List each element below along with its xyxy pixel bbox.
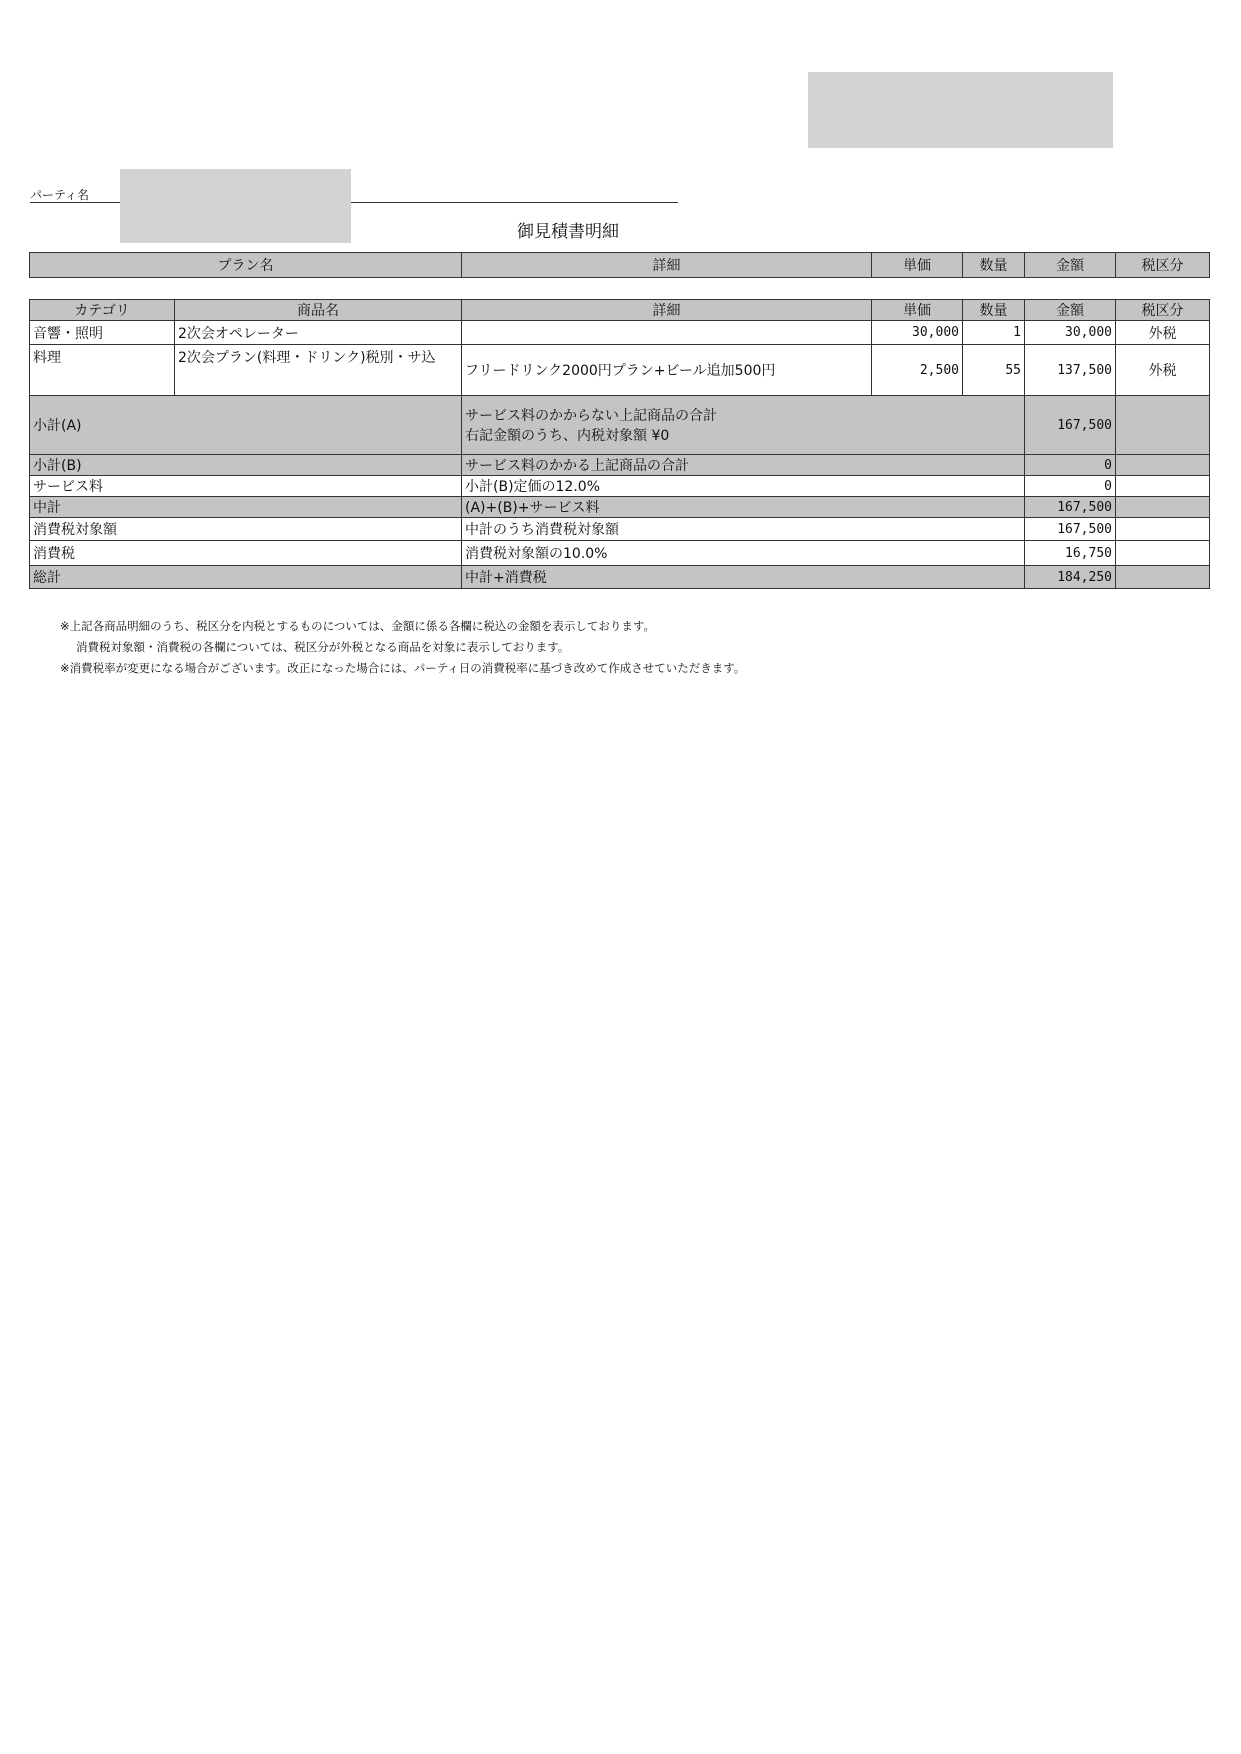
- item-header-quantity: 数量: [963, 300, 1025, 321]
- item-quantity: 1: [963, 321, 1025, 345]
- item-header-amount: 金額: [1025, 300, 1116, 321]
- item-unit-price: 2,500: [872, 345, 963, 396]
- summary-amount: 167,500: [1025, 518, 1116, 541]
- summary-label: 消費税: [30, 541, 462, 566]
- plan-header-unit-price: 単価: [872, 253, 963, 278]
- summary-detail: [462, 396, 1025, 455]
- summary-row-taxable-amount: [30, 518, 1210, 541]
- note-line: ※消費税率が変更になる場合がございます。改正になった場合には、パーティ日の消費税率に基づき改めて作成させていただきます。: [60, 661, 746, 675]
- summary-detail: 消費税対象額の10.0%: [462, 541, 1025, 566]
- summary-tax-cell: [1116, 497, 1210, 518]
- summary-row-subtotal-b: [30, 455, 1210, 476]
- table-row: [30, 345, 1210, 396]
- item-amount: 137,500: [1025, 345, 1116, 396]
- summary-amount: 184,250: [1025, 566, 1116, 589]
- item-table-header: [30, 300, 1210, 321]
- summary-detail: 中計のうち消費税対象額: [462, 518, 1025, 541]
- summary-label: 消費税対象額: [30, 518, 462, 541]
- summary-detail: サービス料のかかる上記商品の合計: [462, 455, 1025, 476]
- party-name-underline-right: [351, 202, 678, 203]
- summary-amount: 16,750: [1025, 541, 1116, 566]
- summary-row-subtotal-a: [30, 396, 1210, 455]
- summary-row-service-charge: [30, 476, 1210, 497]
- item-header-detail: 詳細: [462, 300, 872, 321]
- summary-tax-cell: [1116, 455, 1210, 476]
- party-name-label: パーティ名: [30, 188, 90, 202]
- summary-amount: 167,500: [1025, 497, 1116, 518]
- item-tax-category: 外税: [1116, 321, 1210, 345]
- summary-label: 中計: [30, 497, 462, 518]
- summary-amount: 167,500: [1025, 396, 1116, 455]
- summary-row-grand-total: [30, 566, 1210, 589]
- summary-detail-line: サービス料のかからない上記商品の合計: [465, 408, 717, 424]
- item-tax-category: 外税: [1116, 345, 1210, 396]
- party-name-underline: [30, 202, 120, 203]
- item-category: 料理: [30, 345, 175, 396]
- item-category: 音響・照明: [30, 321, 175, 345]
- summary-detail-line: 右記金額のうち、内税対象額 ¥0: [465, 428, 670, 444]
- item-table: [29, 299, 1210, 589]
- plan-table: [29, 252, 1210, 278]
- item-header-product-name: 商品名: [175, 300, 462, 321]
- plan-header-detail: 詳細: [462, 253, 872, 278]
- item-header-tax-category: 税区分: [1116, 300, 1210, 321]
- summary-label: 総計: [30, 566, 462, 589]
- summary-tax-cell: [1116, 518, 1210, 541]
- item-amount: 30,000: [1025, 321, 1116, 345]
- plan-header-quantity: 数量: [963, 253, 1025, 278]
- summary-amount: 0: [1025, 455, 1116, 476]
- summary-row-middle-total: [30, 497, 1210, 518]
- summary-label: サービス料: [30, 476, 462, 497]
- item-product-name: 2次会プラン(料理・ドリンク)税別・サ込: [175, 345, 462, 396]
- item-product-name: 2次会オペレーター: [175, 321, 462, 345]
- plan-header-tax-category: 税区分: [1116, 253, 1210, 278]
- summary-amount: 0: [1025, 476, 1116, 497]
- document-title: 御見積書明細: [517, 222, 619, 242]
- note-line: ※上記各商品明細のうち、税区分を内税とするものについては、金額に係る各欄に税込の金額を表示しております。: [60, 619, 655, 633]
- summary-label: 小計(A): [30, 396, 462, 455]
- redacted-block-top: [808, 72, 1113, 148]
- item-unit-price: 30,000: [872, 321, 963, 345]
- summary-detail: 中計+消費税: [462, 566, 1025, 589]
- item-header-category: カテゴリ: [30, 300, 175, 321]
- summary-tax-cell: [1116, 541, 1210, 566]
- redacted-party-name: [120, 169, 351, 243]
- plan-header-plan-name: プラン名: [30, 253, 462, 278]
- item-detail: [462, 321, 872, 345]
- plan-header-amount: 金額: [1025, 253, 1116, 278]
- summary-tax-cell: [1116, 396, 1210, 455]
- summary-row-consumption-tax: [30, 541, 1210, 566]
- item-header-unit-price: 単価: [872, 300, 963, 321]
- notes: [60, 616, 745, 679]
- summary-label: 小計(B): [30, 455, 462, 476]
- note-line: 消費税対象額・消費税の各欄については、税区分が外税となる商品を対象に表示しております。: [76, 640, 570, 654]
- summary-detail: (A)+(B)+サービス料: [462, 497, 1025, 518]
- summary-tax-cell: [1116, 566, 1210, 589]
- summary-detail: 小計(B)定価の12.0%: [462, 476, 1025, 497]
- item-quantity: 55: [963, 345, 1025, 396]
- table-row: [30, 321, 1210, 345]
- plan-table-header: [30, 253, 1210, 278]
- item-detail: フリードリンク2000円プラン+ビール追加500円: [462, 345, 872, 396]
- summary-tax-cell: [1116, 476, 1210, 497]
